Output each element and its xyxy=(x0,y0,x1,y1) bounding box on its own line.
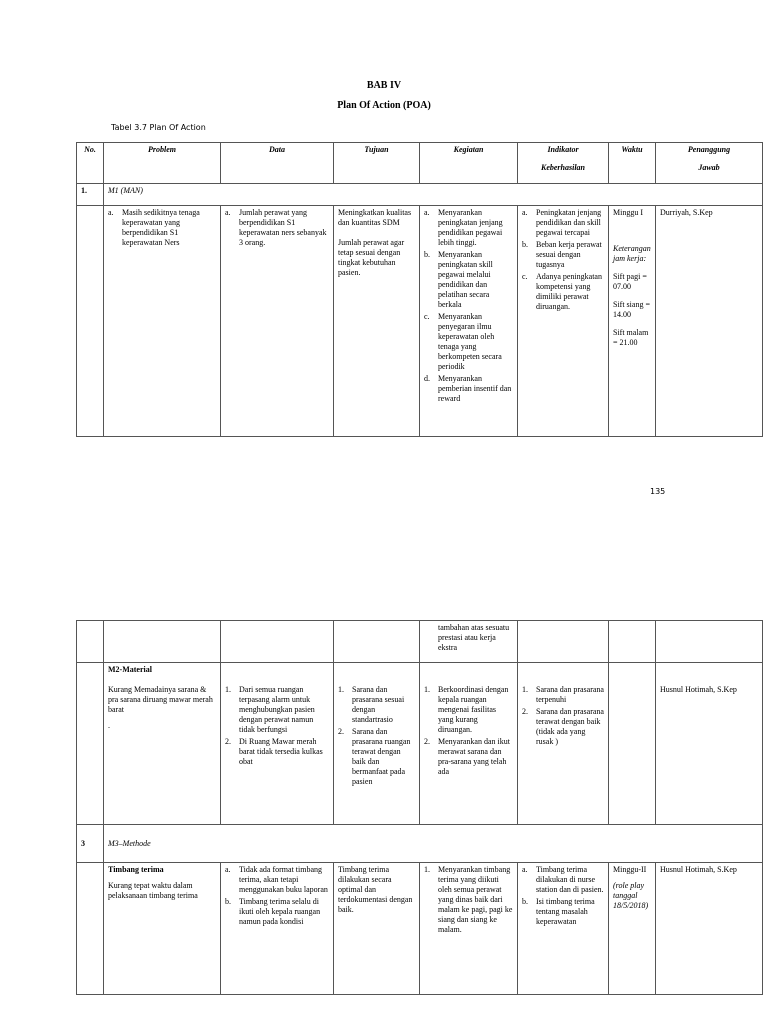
list-text: Timbang terima selalu di ikuti oleh kepala ruangan namun pada kondisi xyxy=(239,897,321,926)
list-text: Menyarankan penyegaran ilmu keperawatan oleh tenaga yang berkompeten secara periodik xyxy=(438,312,502,371)
list-text: Tidak ada format timbang terima, akan tetapi menggunakan buku laporan xyxy=(239,865,328,894)
m1-pj-cell: Durriyah, S.Kep xyxy=(656,206,763,437)
m1-indikator-list xyxy=(522,208,604,312)
list-marker: b. xyxy=(522,240,528,249)
section-title-m2: M2-Material xyxy=(108,665,152,674)
list-item xyxy=(522,707,604,747)
m1-data-list xyxy=(225,208,329,248)
list-marker: 1. xyxy=(338,685,344,694)
list-text: Adanya peningkatan kompetensi yang dimiliki perawat diruangan. xyxy=(536,272,602,311)
section-title-m3: M3–Methode xyxy=(104,825,763,863)
header-problem: Problem xyxy=(104,143,221,184)
list-text: Beban kerja perawat sesuai dengan tugasnya xyxy=(536,240,602,269)
m2-pj: Husnul Hotimah, S.Kep xyxy=(660,685,737,694)
m1-problem-cell xyxy=(104,206,221,437)
list-text: Sarana dan prasarana ruangan terawat dengan baik dan bermanfaat pada pasien xyxy=(352,727,411,786)
list-text: Menyarankan timbang terima yang diikuti oleh semua perawat yang dinas baik dari malam ke pagi, pagi ke siang dan siang ke malam. xyxy=(438,865,513,934)
list-item xyxy=(225,208,329,248)
section-row-m3 xyxy=(77,825,763,863)
list-text: Isi timbang terima tentang masalah keperawatan xyxy=(536,897,595,926)
list-text: Sarana dan prasarana terawat dengan baik (tidak ada yang rusak ) xyxy=(536,707,604,746)
list-item xyxy=(424,737,513,777)
list-marker: b. xyxy=(522,897,528,906)
header-indikator xyxy=(518,143,609,184)
list-text: Menyarankan peningkatan skill pegawai melalui pendidikan dan pelatihan secara berkala xyxy=(438,250,493,309)
page-number: 135 xyxy=(650,487,666,496)
m2-tujuan-list xyxy=(338,685,415,787)
header-data: Data xyxy=(221,143,334,184)
m3-waktu-1: Minggu-II xyxy=(613,865,647,874)
poa-table-part1 xyxy=(76,142,763,437)
m2-indikator-cell xyxy=(518,663,609,825)
m2-kegiatan-list xyxy=(424,685,513,777)
empty-cell xyxy=(518,621,609,663)
header-waktu: Waktu xyxy=(609,143,656,184)
header-pj-line1: Penanggung xyxy=(687,145,731,154)
m3-problem-cell xyxy=(104,863,221,995)
header-tujuan: Tujuan xyxy=(334,143,420,184)
list-item xyxy=(424,312,513,372)
empty-cell xyxy=(77,863,104,995)
header-pj xyxy=(656,143,763,184)
list-marker: a. xyxy=(522,865,528,874)
list-item xyxy=(225,865,329,895)
list-marker: d. xyxy=(424,374,430,383)
list-item xyxy=(424,374,513,404)
empty-cell xyxy=(77,621,104,663)
m2-data-list xyxy=(225,685,329,767)
list-marker: 2. xyxy=(338,727,344,736)
list-marker: a. xyxy=(108,208,114,217)
m2-problem-mark: . xyxy=(108,721,110,730)
list-item xyxy=(108,208,216,248)
m2-pj-cell xyxy=(656,663,763,825)
m1-waktu-4: Sift siang = 14.00 xyxy=(613,300,650,319)
list-text: Berkoordinasi dengan kepala ruangan mengenai fasilitas yang kurang diruangan. xyxy=(438,685,509,734)
m3-indikator-cell xyxy=(518,863,609,995)
table-row-m2 xyxy=(77,663,763,825)
m3-problem-text: Kurang tepat waktu dalam pelaksanaan timbang terima xyxy=(108,881,198,900)
list-marker: b. xyxy=(225,897,231,906)
m3-data-cell xyxy=(221,863,334,995)
list-marker: a. xyxy=(225,208,231,217)
m1-problem-list xyxy=(108,208,216,248)
table-row-m3 xyxy=(77,863,763,995)
list-item xyxy=(225,737,329,767)
row-number: 1. xyxy=(77,184,104,206)
row-number: 3 xyxy=(77,825,104,863)
m2-kegiatan-cell xyxy=(420,663,518,825)
empty-cell xyxy=(609,621,656,663)
m3-waktu-2: (role play tanggal 18/5/2018) xyxy=(613,881,649,910)
table-row-continued xyxy=(77,621,763,663)
m3-kegiatan-list xyxy=(424,865,513,935)
m3-problem-title: Timbang terima xyxy=(108,865,164,874)
m1-indikator-cell xyxy=(518,206,609,437)
empty-cell xyxy=(77,663,104,825)
header-no: No. xyxy=(77,143,104,184)
m2-problem-text: Kurang Memadainya sarana & pra sarana diruang mawar merah barat xyxy=(108,685,213,714)
list-text: Masih sedikitnya tenaga keperawatan yang berpendidikan S1 keperawatan Ners xyxy=(122,208,200,247)
table-row-m1 xyxy=(77,206,763,437)
list-text: Di Ruang Mawar merah barat tidak tersedia kulkas obat xyxy=(239,737,323,766)
empty-cell xyxy=(334,621,420,663)
m1-kegiatan-list xyxy=(424,208,513,404)
list-item xyxy=(522,865,604,895)
m3-waktu-cell xyxy=(609,863,656,995)
list-marker: 2. xyxy=(225,737,231,746)
list-marker: c. xyxy=(424,312,430,321)
list-text: Dari semua ruangan terpasang alarm untuk menghubungkan pasien dengan perawat namun tidak berfungsi xyxy=(239,685,315,734)
list-text: Peningkatan jenjang pendidikan dan skill pegawai tercapai xyxy=(536,208,602,237)
list-item xyxy=(522,685,604,705)
m1-tujuan-cell xyxy=(334,206,420,437)
list-text: Jumlah perawat yang berpendidikan S1 keperawatan ners sebanyak 3 orang. xyxy=(239,208,327,247)
list-marker: 1. xyxy=(522,685,528,694)
section-title-m1: M1 (MAN) xyxy=(104,184,763,206)
list-item xyxy=(424,208,513,248)
m3-indikator-list xyxy=(522,865,604,927)
list-item xyxy=(338,685,415,725)
m2-tujuan-cell xyxy=(334,663,420,825)
list-item xyxy=(225,897,329,927)
list-item xyxy=(424,250,513,310)
empty-cell xyxy=(104,621,221,663)
list-marker: a. xyxy=(225,865,231,874)
m1-tujuan-2: Jumlah perawat agar tetap sesuai dengan tingkat kebutuhan pasien. xyxy=(338,238,405,277)
m2-problem-cell xyxy=(104,663,221,825)
m1-waktu-1: Minggu I xyxy=(613,208,643,217)
list-marker: 2. xyxy=(424,737,430,746)
list-item xyxy=(522,272,604,312)
chapter-heading: BAB IV xyxy=(366,80,402,91)
list-marker: a. xyxy=(522,208,528,217)
m1-waktu-5: Sift malam = 21.00 xyxy=(613,328,649,347)
list-item xyxy=(522,240,604,270)
list-text: Menyarankan dan ikut merawat sarana dan pra-sarana yang telah ada xyxy=(438,737,510,776)
m3-kegiatan-cell xyxy=(420,863,518,995)
list-marker: 1. xyxy=(225,685,231,694)
list-marker: a. xyxy=(424,208,430,217)
list-item xyxy=(522,897,604,927)
empty-cell xyxy=(77,206,104,437)
list-marker: 1. xyxy=(424,685,430,694)
m2-indikator-list xyxy=(522,685,604,747)
m1-waktu-2: Keterangan jam kerja: xyxy=(613,244,651,263)
list-text: Sarana dan prasarana sesuai dengan standartrasio xyxy=(352,685,405,724)
m3-tujuan-cell: Timbang terima dilakukan secara optimal dan terdokumentasi dengan baik. xyxy=(334,863,420,995)
m2-data-cell xyxy=(221,663,334,825)
list-marker: b. xyxy=(424,250,430,259)
m3-pj-cell: Husnul Hotimah, S.Kep xyxy=(656,863,763,995)
list-item xyxy=(522,208,604,238)
m1-waktu-cell xyxy=(609,206,656,437)
empty-cell xyxy=(609,663,656,825)
header-indikator-line1: Indikator xyxy=(547,145,579,154)
table-caption: Tabel 3.7 Plan Of Action xyxy=(111,123,206,132)
m1-waktu-3: Sift pagi = 07.00 xyxy=(613,272,647,291)
document-title: Plan Of Action (POA) xyxy=(337,100,431,111)
list-text: Menyarankan pemberian insentif dan reward xyxy=(438,374,512,403)
m1-tujuan-1: Meningkatkan kualitas dan kuantitas SDM xyxy=(338,208,412,227)
list-marker: c. xyxy=(522,272,528,281)
header-pj-line2: Jawab xyxy=(698,163,720,172)
list-item xyxy=(424,685,513,735)
cont-kegiatan-cell: tambahan atas sesuatu prestasi atau kerja ekstra xyxy=(420,621,518,663)
list-item xyxy=(424,865,513,935)
m1-kegiatan-cell xyxy=(420,206,518,437)
poa-table-part2 xyxy=(76,620,763,995)
table-header-row xyxy=(77,143,763,184)
empty-cell xyxy=(221,621,334,663)
header-indikator-line2: Keberhasilan xyxy=(540,163,585,172)
list-item xyxy=(338,727,415,787)
list-text: Timbang terima dilakukan di nurse station dan di pasien. xyxy=(536,865,604,894)
list-text: Sarana dan prasarana terpenuhi xyxy=(536,685,604,704)
empty-cell xyxy=(656,621,763,663)
section-row-m1 xyxy=(77,184,763,206)
list-marker: 1. xyxy=(424,865,430,874)
m1-data-cell xyxy=(221,206,334,437)
header-kegiatan: Kegiatan xyxy=(420,143,518,184)
list-text: Menyarankan peningkatan jenjang pendidikan pegawai lebih tinggi. xyxy=(438,208,503,247)
list-marker: 2. xyxy=(522,707,528,716)
list-item xyxy=(225,685,329,735)
m3-data-list xyxy=(225,865,329,927)
